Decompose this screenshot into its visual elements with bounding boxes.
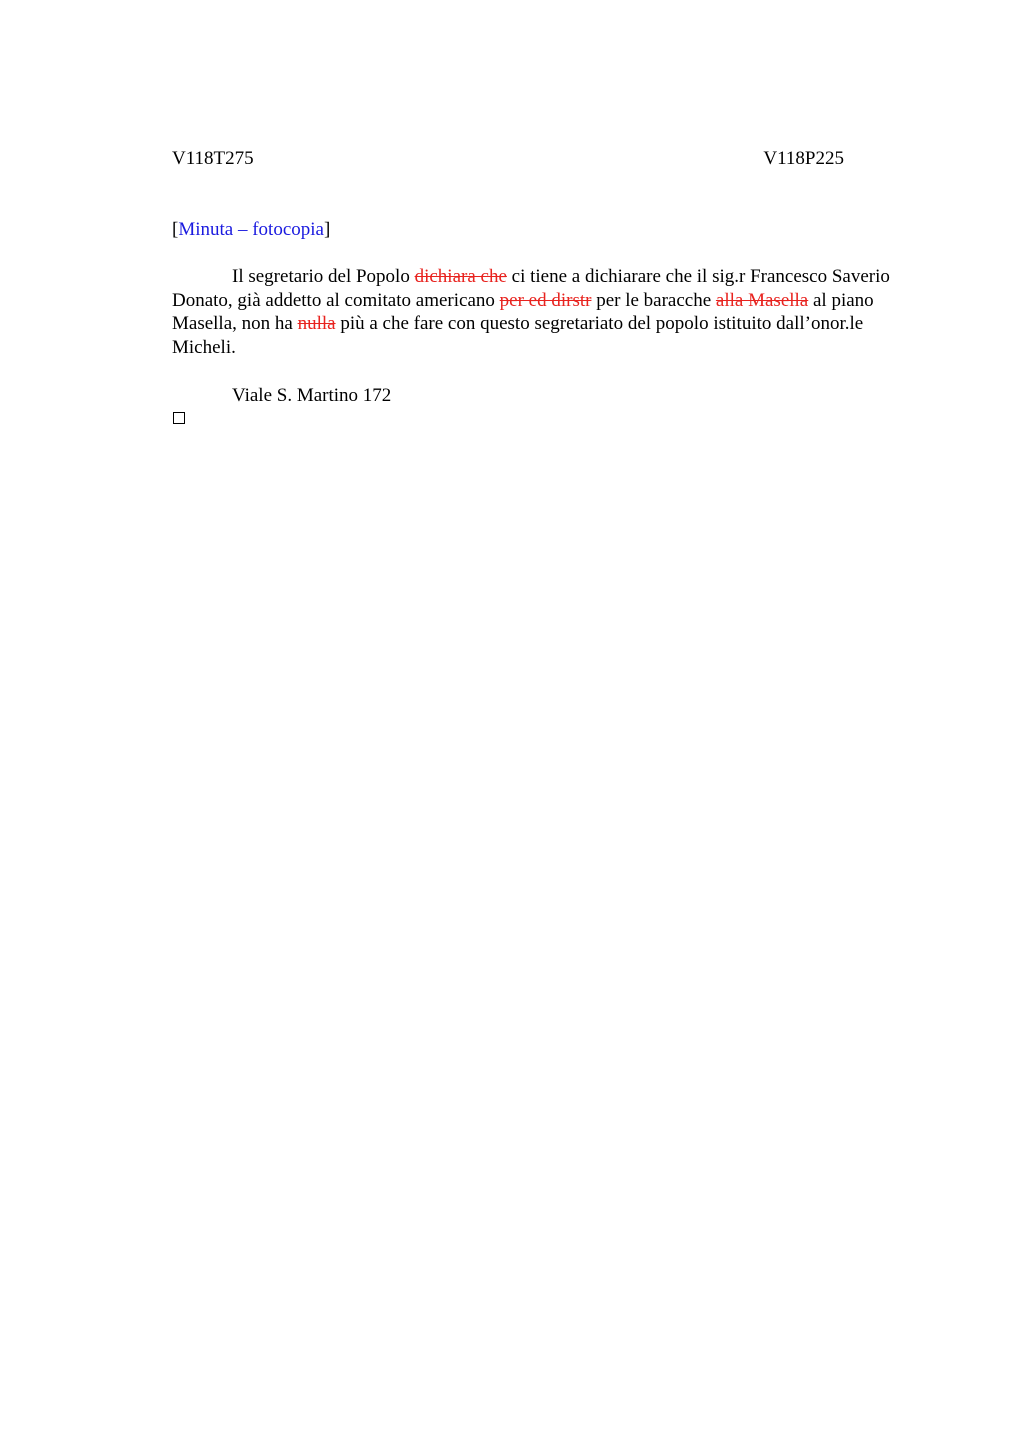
- header-codes: [172, 146, 844, 172]
- text-segment: per le baracche: [591, 289, 716, 311]
- address-line: Viale S. Martino 172: [232, 385, 392, 406]
- text-segment: al piano Masella, non ha: [172, 289, 874, 335]
- text-segment: Il segretario del Popolo: [232, 266, 415, 287]
- document-type-note: [172, 217, 330, 243]
- archive-code-right: V118P225: [763, 148, 844, 169]
- end-square-icon: [173, 412, 185, 424]
- archive-code-left: V118T275: [172, 148, 254, 169]
- text-segment: ci tiene a dichiarare che il sig.r Francesco Saverio Donato, già addetto al comitato americano: [172, 266, 890, 311]
- deleted-text-segment: nulla: [297, 313, 336, 335]
- deleted-text-segment: per ed dirstr: [499, 289, 592, 311]
- deleted-text-segment: dichiara che: [414, 266, 507, 287]
- document-type-label: Minuta – fotocopia: [178, 219, 324, 240]
- body-paragraph: [172, 265, 900, 359]
- document-page: [172, 0, 900, 1450]
- text-segment: più a che fare con questo segretariato del popolo istituito dall’onor.le Micheli.: [172, 313, 864, 358]
- deleted-text-segment: alla Masella: [715, 289, 809, 311]
- bracket-open: [: [172, 219, 179, 240]
- bracket-close: ]: [323, 219, 331, 240]
